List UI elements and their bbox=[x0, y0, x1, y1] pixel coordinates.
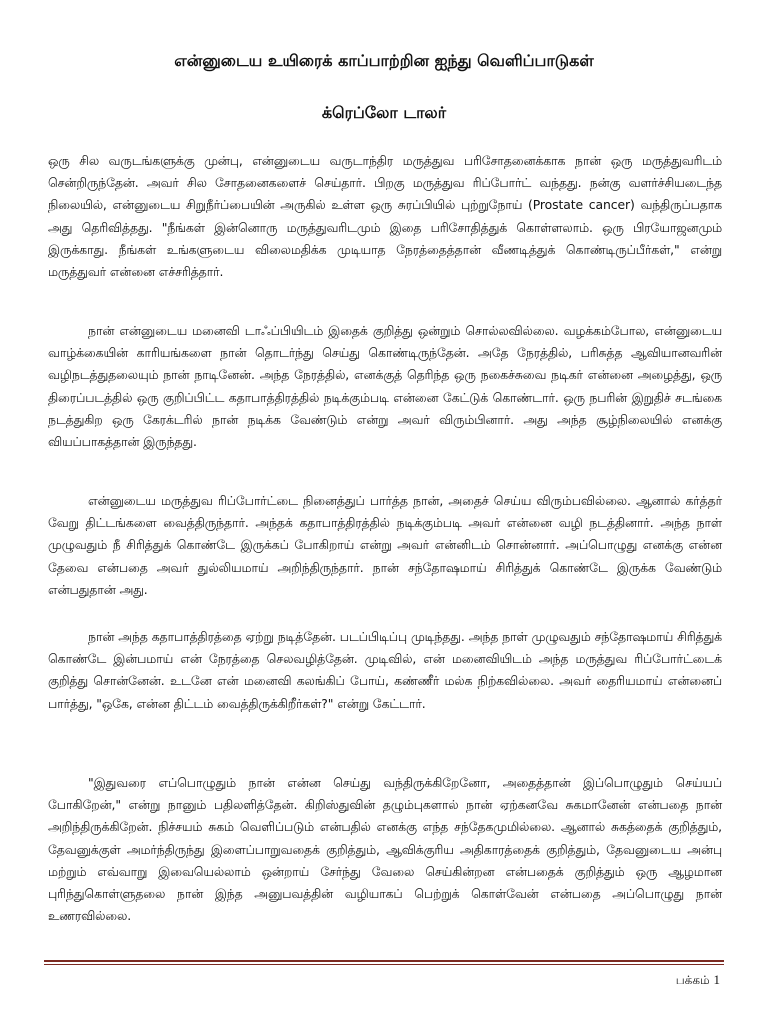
paragraph-1: ஒரு சில வருடங்களுக்கு முன்பு, என்னுடைய வருடாந்திர மருத்துவ பரிசோதனைக்காக நான் ஒரு மருத்துவரிடம் சென்றிருந்தேன். அவர் சில சோதனைகளைச் செய்தார். பிறகு மருத்துவ ரிப்போர்ட் வந்தது. நன்கு வளர்ச்சியடைந்த நிலையில், என்னுடைய சிறுநீர்ப்பையின் அருகில் உள்ள ஒரு சுரப்பியில் புற்றுநோய் (Prostate cancer) வந்திருப்பதாக அது தெரிவித்தது. "நீங்கள் இன்னொரு மருத்துவரிடமும் இதை பரிசோதித்துக் கொள்ளலாம். ஒரு பிரயோஜனமும் இருக்காது. நீங்கள் உங்களுடைய விலைமதிக்க முடியாத நேரத்தைத்தான் வீணடித்துக் கொண்டிருப்பீர்கள்," என்று மருத்துவர் என்னை எச்சரித்தார். bbox=[48, 153, 722, 280]
paragraph-3: என்னுடைய மருத்துவ ரிப்போர்ட்டை நினைத்துப் பார்த்த நான், அதைச் செய்ய விரும்பவில்லை. ஆனால் கர்த்தர் வேறு திட்டங்களை வைத்திருந்தார். அந்தக் கதாபாத்திரத்தில் நடிக்கும்படி அவர் என்னை வழி நடத்தினார். அந்த நாள் முழுவதும் நீ சிரித்துக் கொண்டே இருக்கப் போகிறாய் என்று அவர் என்னிடம் சொன்னார். அப்பொழுது எனக்கு என்ன தேவை என்பதை அவர் துல்லியமாய் அறிந்திருந்தார். நான் சந்தோஷமாய் சிரித்துக் கொண்டே இருக்க வேண்டும் என்பதுதான் அது. bbox=[48, 493, 722, 597]
page-label: பக்கம் bbox=[675, 973, 710, 987]
paragraph-4: நான் அந்த கதாபாத்திரத்தை ஏற்று நடித்தேன். படப்பிடிப்பு முடிந்தது. அந்த நாள் முழுவதும் சந்தோஷமாய் சிரித்துக் கொண்டே இன்பமாய் என் நேரத்தை செலவழித்தேன். முடிவில், என் மனைவியிடம் அந்த மருத்துவ ரிப்போர்ட்டைக் குறித்து சொன்னேன். உடனே என் மனைவி கலங்கிப் போய், கண்ணீர் மல்க நிற்கவில்லை. அவர் தைரியமாய் என்னைப் பார்த்து, "ஒகே, என்ன திட்டம் வைத்திருக்கிறீர்கள்?" என்று கேட்டார். bbox=[48, 629, 722, 711]
footer-divider bbox=[44, 960, 724, 962]
page-number bbox=[676, 972, 720, 988]
paragraph-5: "இதுவரை எப்பொழுதும் நான் என்ன செய்து வந்திருக்கிறேனோ, அதைத்தான் இப்பொழுதும் செய்யப் போகிறேன்," என்று நானும் பதிலளித்தேன். கிறிஸ்துவின் தழும்புகளால் நான் ஏற்கனவே சுகமானேன் என்பதை நான் அறிந்திருக்கிறேன். நிச்சயம் சுகம் வெளிப்படும் என்பதில் எனக்கு எந்த சந்தேகமுமில்லை. ஆனால் சுகத்தைக் குறித்தும், தேவனுக்குள் அமர்ந்திருந்து இளைப்பாறுவதைக் குறித்தும், ஆவிக்குரிய அதிகாரத்தைக் குறித்தும், தேவனுடைய அன்பு மற்றும் எவ்வாறு இவையெல்லாம் ஒன்றாய் சேர்ந்து வேலை செய்கின்றன என்பதைக் குறித்தும் ஒரு ஆழமான புரிந்துகொள்ளுதலை நான் இந்த அனுபவத்தின் வழியாகப் பெற்றுக் கொள்வேன் என்பதை அப்பொழுது நான் உணரவில்லை. bbox=[48, 775, 722, 924]
document-title: என்னுடைய உயிரைக் காப்பாற்றின ஐந்து வெளிப்பாடுகள் bbox=[174, 51, 594, 70]
paragraph-2: நான் என்னுடைய மனைவி டாஃப்பியிடம் இதைக் குறித்து ஒன்றும் சொல்லவில்லை. வழக்கம்போல, என்னுடைய வாழ்க்கையின் காரியங்களை நான் தொடர்ந்து செய்து கொண்டிருந்தேன். அதே நேரத்தில், பரிசுத்த ஆவியானவரின் வழிநடத்துதலையும் நான் நாடினேன். அந்த நேரத்தில், எனக்குத் தெரிந்த ஒரு நகைச்சுவை நடிகர் என்னை அழைத்து, ஒரு திரைப்படத்தில் ஒரு குறிப்பிட்ட கதாபாத்திரத்தில் நடிக்கும்படி என்னை கேட்டுக் கொண்டார். ஒரு நபரின் இறுதிச் சடங்கை நடத்துகிற ஒரு கேரக்டரில் நான் நடிக்க வேண்டும் என்று அவர் விரும்பினார். அது அந்த சூழ்நிலையில் எனக்கு வியப்பாகத்தான் இருந்தது. bbox=[48, 323, 722, 450]
page-number-value: 1 bbox=[713, 972, 720, 987]
footer-divider-thin bbox=[44, 964, 724, 965]
author-name: க்ரெப்லோ டாலர் bbox=[321, 103, 447, 122]
